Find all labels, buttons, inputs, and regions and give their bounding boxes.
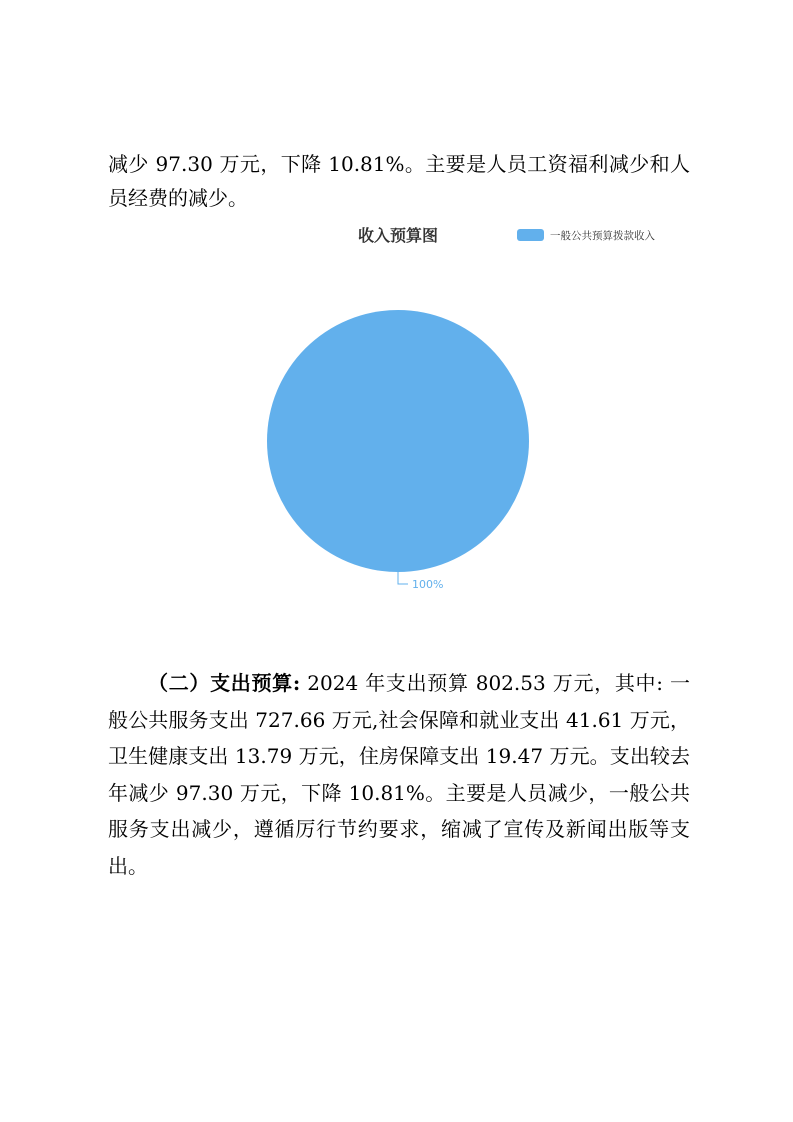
body-paragraph-1: 减少 97.30 万元，下降 10.81%。主要是人员工资福利减少和人员经费的减少。 [108,152,690,210]
chart-legend [517,229,655,242]
section-heading-expenditure-budget: （二）支出预算: [148,671,301,695]
chart-title: 收入预算图 [357,226,439,245]
body-paragraph-2 [108,665,690,884]
data-label-leader-line [398,572,408,584]
pie-slice-1 [267,310,529,572]
income-budget-pie-chart [200,218,655,603]
expenditure-budget-text: 2024 年支出预算 802.53 万元，其中: 一般公共服务支出 727.66 万元,社会保障和就业支出 41.61 万元，卫生健康支出 13.79 万元，住房保障支出 19.47 万元。支出较去年减少 97.30 万元，下降 10.81%。主要是人员减少，一般公共服务支出减少，遵循厉行节约要求，缩减了宣传及新闻出版等支出。 [108,671,691,878]
legend-swatch [517,229,544,241]
pie-slices [267,310,529,572]
legend-label: 一般公共预算拨款收入 [550,230,655,242]
data-label-slice-1: 100% [412,578,444,591]
